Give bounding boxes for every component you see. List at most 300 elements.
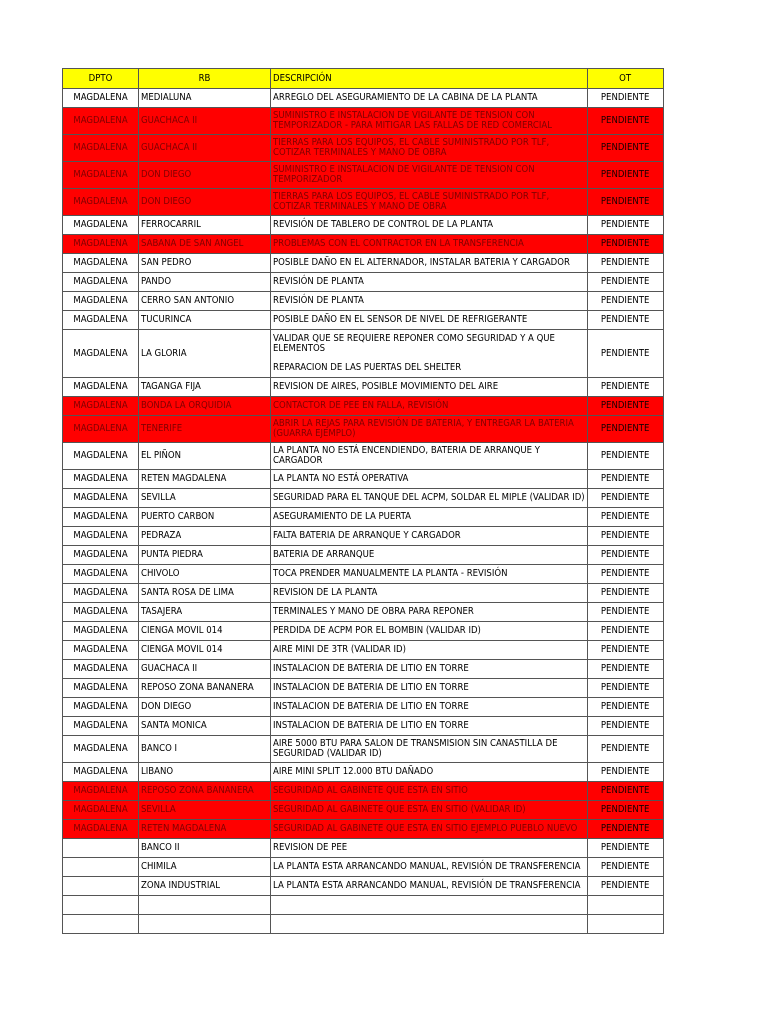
cell-rb-text: REPOSO ZONA BANANERA — [141, 785, 254, 796]
cell-dpto[interactable] — [63, 698, 139, 717]
cell-rb[interactable] — [139, 273, 271, 292]
cell-descripcion[interactable] — [271, 839, 588, 858]
cell-dpto[interactable] — [63, 89, 139, 108]
cell-ot[interactable] — [587, 660, 663, 679]
cell-rb[interactable] — [139, 546, 271, 565]
cell-ot-text: PENDIENTE — [600, 347, 650, 359]
cell-ot-text: PENDIENTE — [600, 823, 650, 834]
cell-rb-text: CHIVOLO — [141, 568, 180, 579]
cell-descripcion[interactable] — [271, 527, 588, 546]
cell-descripcion-text: LA PLANTA ESTA ARRANCANDO MANUAL, REVISIÓN DE TRANSFERENCIA — [273, 861, 581, 872]
cell-dpto[interactable] — [63, 839, 139, 858]
cell-dpto-text: MAGDALENA — [73, 663, 128, 674]
cell-dpto-text: MAGDALENA — [73, 219, 128, 230]
cell-descripcion-text: SEGURIDAD AL GABINETE QUE ESTA EN SITIO EJEMPLO PUEBLO NUEVO — [273, 823, 578, 834]
cell-descripcion-text: REVISIÓN DE TABLERO DE CONTROL DE LA PLANTA — [273, 219, 493, 230]
cell-descripcion[interactable] — [271, 508, 588, 527]
cell-descripcion-text: AIRE MINI SPLIT 12.000 BTU DAÑADO — [273, 766, 434, 777]
cell-descripcion-text: TIERRAS PARA LOS EQUIPOS, EL CABLE SUMINISTRADO POR TLF, COTIZAR TERMINALES Y MANO DE OBRA — [273, 137, 550, 158]
cell-dpto[interactable] — [63, 763, 139, 782]
cell-rb[interactable] — [139, 397, 271, 416]
cell-rb[interactable] — [139, 603, 271, 622]
cell-dpto[interactable] — [63, 489, 139, 508]
table-row — [63, 443, 664, 470]
cell-ot[interactable] — [587, 622, 663, 641]
cell-descripcion[interactable] — [271, 273, 588, 292]
cell-dpto[interactable] — [63, 660, 139, 679]
table-row — [63, 89, 664, 108]
cell-ot[interactable] — [587, 108, 663, 135]
header-rb[interactable]: RB — [139, 69, 271, 89]
cell-dpto[interactable] — [63, 782, 139, 801]
cell-descripcion[interactable] — [271, 235, 588, 254]
cell-ot-text: PENDIENTE — [600, 450, 650, 461]
cell-descripcion-text: INSTALACION DE BATERIA DE LITIO EN TORRE — [273, 720, 469, 731]
cell-dpto[interactable] — [63, 292, 139, 311]
cell-descripcion[interactable] — [271, 717, 588, 736]
cell-ot-text: PENDIENTE — [600, 606, 650, 617]
cell-dpto-text: MAGDALENA — [73, 381, 128, 392]
table-row — [63, 254, 664, 273]
cell-descripcion[interactable] — [271, 443, 588, 470]
cell-descripcion[interactable] — [271, 763, 588, 782]
cell-rb-text: DON DIEGO — [141, 196, 192, 207]
cell-descripcion[interactable] — [271, 622, 588, 641]
cell-dpto[interactable] — [63, 378, 139, 397]
cell-descripcion-text: POSIBLE DAÑO EN EL SENSOR DE NIVEL DE REFRIGERANTE — [273, 314, 528, 325]
cell-ot-text: PENDIENTE — [600, 295, 650, 306]
cell-ot-text: PENDIENTE — [600, 804, 650, 815]
cell-dpto[interactable] — [63, 717, 139, 736]
cell-rb-text: MEDIALUNA — [141, 92, 192, 103]
cell-dpto[interactable] — [63, 470, 139, 489]
cell-rb[interactable] — [139, 189, 271, 216]
cell-ot-text: PENDIENTE — [600, 238, 650, 249]
cell-rb-text: PUNTA PIEDRA — [141, 549, 203, 560]
cell-dpto-text: MAGDALENA — [73, 238, 128, 249]
cell-dpto-text: MAGDALENA — [73, 606, 128, 617]
cell-descripcion[interactable] — [271, 565, 588, 584]
cell-rb-text: PEDRAZA — [141, 530, 182, 541]
table-row — [63, 896, 664, 915]
cell-rb-text: GUACHACA II — [141, 142, 198, 153]
cell-ot-text: PENDIENTE — [600, 766, 650, 777]
cell-dpto[interactable] — [63, 311, 139, 330]
cell-descripcion-text: ABRIR LA REJAS PARA REVISIÓN DE BATERIA, Y ENTREGAR LA BATERIA (GUARRA EJEMPLO) — [273, 418, 574, 439]
cell-ot[interactable] — [587, 877, 663, 896]
cell-rb-text: PANDO — [141, 276, 172, 287]
cell-rb-text: CHIMILA — [141, 861, 177, 872]
cell-dpto[interactable] — [63, 416, 139, 443]
cell-dpto[interactable] — [63, 235, 139, 254]
cell-ot-text: PENDIENTE — [600, 276, 650, 287]
cell-ot-text: PENDIENTE — [600, 219, 650, 230]
cell-descripcion-text: REVISIÓN DE PLANTA — [273, 295, 364, 306]
cell-ot[interactable] — [587, 378, 663, 397]
cell-dpto[interactable] — [63, 565, 139, 584]
cell-rb-text: GUACHACA II — [141, 115, 198, 126]
cell-rb-text: SANTA MONICA — [141, 720, 207, 731]
cell-descripcion-text: FALTA BATERIA DE ARRANQUE Y CARGADOR — [273, 530, 461, 541]
table-row — [63, 698, 664, 717]
cell-rb[interactable] — [139, 292, 271, 311]
cell-descripcion-text: INSTALACION DE BATERIA DE LITIO EN TORRE — [273, 682, 469, 693]
cell-ot[interactable] — [587, 397, 663, 416]
cell-descripcion[interactable] — [271, 896, 588, 915]
cell-ot[interactable] — [587, 135, 663, 162]
cell-ot[interactable] — [587, 416, 663, 443]
cell-ot[interactable] — [587, 330, 663, 378]
cell-rb[interactable] — [139, 660, 271, 679]
table-row — [63, 470, 664, 489]
table-row — [63, 546, 664, 565]
cell-rb[interactable] — [139, 820, 271, 839]
cell-ot[interactable] — [587, 679, 663, 698]
cell-descripcion-text-2: REPARACION DE LAS PUERTAS DEL SHELTER — [273, 362, 462, 373]
cell-rb[interactable] — [139, 763, 271, 782]
cell-dpto-text: MAGDALENA — [73, 142, 128, 153]
cell-descripcion[interactable] — [271, 546, 588, 565]
cell-ot[interactable] — [587, 839, 663, 858]
cell-ot-text: PENDIENTE — [600, 720, 650, 731]
cell-rb[interactable] — [139, 679, 271, 698]
table-row — [63, 378, 664, 397]
cell-dpto[interactable] — [63, 108, 139, 135]
cell-descripcion-text: SEGURIDAD PARA EL TANQUE DEL ACPM, SOLDAR EL MIPLE (VALIDAR ID) — [273, 492, 585, 503]
cell-descripcion-text: REVISION DE AIRES, POSIBLE MOVIMIENTO DEL AIRE — [273, 381, 499, 392]
cell-rb-text: SANTA ROSA DE LIMA — [141, 587, 234, 598]
cell-rb[interactable] — [139, 330, 271, 378]
cell-descripcion[interactable] — [271, 736, 588, 763]
cell-descripcion-text: ASEGURAMIENTO DE LA PUERTA — [273, 511, 411, 522]
cell-descripcion[interactable] — [271, 603, 588, 622]
cell-ot[interactable] — [587, 915, 663, 934]
cell-rb[interactable] — [139, 565, 271, 584]
cell-descripcion-text: REVISION DE LA PLANTA — [273, 587, 378, 598]
cell-rb-text: RETEN MAGDALENA — [141, 823, 227, 834]
cell-ot[interactable] — [587, 254, 663, 273]
cell-ot[interactable] — [587, 292, 663, 311]
cell-descripcion[interactable] — [271, 378, 588, 397]
header-ot[interactable]: OT — [587, 69, 663, 89]
cell-ot[interactable] — [587, 443, 663, 470]
cell-ot[interactable] — [587, 603, 663, 622]
cell-descripcion[interactable] — [271, 254, 588, 273]
table-row — [63, 508, 664, 527]
cell-ot[interactable] — [587, 782, 663, 801]
cell-rb-text: ZONA INDUSTRIAL — [141, 880, 220, 891]
cell-rb[interactable] — [139, 470, 271, 489]
cell-descripcion[interactable] — [271, 89, 588, 108]
cell-descripcion-text: SUMINISTRO E INSTALACION DE VIGILANTE DE TENSION CON TEMPORIZADOR — [273, 164, 535, 185]
cell-dpto[interactable] — [63, 254, 139, 273]
table-row — [63, 489, 664, 508]
cell-ot-text: PENDIENTE — [600, 842, 650, 853]
table-row — [63, 135, 664, 162]
cell-descripcion-text: PROBLEMAS CON EL CONTRACTOR EN LA TRANSFERENCIA — [273, 238, 524, 249]
cell-descripcion-text: ARREGLO DEL ASEGURAMIENTO DE LA CABINA DE LA PLANTA — [273, 92, 538, 103]
cell-dpto-text: MAGDALENA — [73, 644, 128, 655]
cell-descripcion[interactable] — [271, 108, 588, 135]
cell-descripcion[interactable] — [271, 162, 588, 189]
cell-dpto-text: MAGDALENA — [73, 295, 128, 306]
cell-dpto[interactable] — [63, 216, 139, 235]
cell-rb[interactable] — [139, 877, 271, 896]
cell-rb[interactable] — [139, 162, 271, 189]
cell-descripcion[interactable] — [271, 801, 588, 820]
cell-descripcion-text: VALIDAR QUE SE REQUIERE REPONER COMO SEGURIDAD Y A QUE ELEMENTOS — [273, 333, 555, 354]
cell-rb-text: PUERTO CARBON — [141, 511, 215, 522]
cell-descripcion[interactable] — [271, 584, 588, 603]
cell-ot-text: PENDIENTE — [600, 663, 650, 674]
cell-descripcion[interactable] — [271, 698, 588, 717]
cell-rb[interactable] — [139, 641, 271, 660]
cell-rb-text: TASAJERA — [141, 606, 183, 617]
table-row — [63, 527, 664, 546]
cell-dpto-text: MAGDALENA — [73, 450, 128, 461]
cell-dpto[interactable] — [63, 858, 139, 877]
cell-rb[interactable] — [139, 443, 271, 470]
cell-ot[interactable] — [587, 584, 663, 603]
cell-dpto[interactable] — [63, 135, 139, 162]
table-row — [63, 311, 664, 330]
cell-rb[interactable] — [139, 698, 271, 717]
cell-rb-text: LA GLORIA — [141, 347, 187, 359]
cell-dpto-text: MAGDALENA — [73, 682, 128, 693]
cell-rb-text: CERRO SAN ANTONIO — [141, 295, 235, 306]
cell-descripcion-text: AIRE 5000 BTU PARA SALON DE TRANSMISION SIN CANASTILLA DE SEGURIDAD (VALIDAR ID) — [273, 738, 558, 759]
cell-dpto[interactable] — [63, 877, 139, 896]
cell-ot[interactable] — [587, 698, 663, 717]
cell-dpto[interactable] — [63, 273, 139, 292]
cell-ot[interactable] — [587, 273, 663, 292]
cell-dpto[interactable] — [63, 330, 139, 378]
cell-rb[interactable] — [139, 622, 271, 641]
cell-descripcion[interactable] — [271, 470, 588, 489]
cell-dpto-text: MAGDALENA — [73, 169, 128, 180]
cell-rb[interactable] — [139, 108, 271, 135]
cell-ot[interactable] — [587, 89, 663, 108]
cell-dpto-text: MAGDALENA — [73, 549, 128, 560]
cell-rb-text: TUCURINCA — [141, 314, 192, 325]
cell-dpto[interactable] — [63, 397, 139, 416]
cell-ot-text: PENDIENTE — [600, 644, 650, 655]
cell-descripcion[interactable] — [271, 311, 588, 330]
cell-descripcion-text: AIRE MINI DE 3TR (VALIDAR ID) — [273, 644, 406, 655]
cell-rb-text: CIENGA MOVIL 014 — [141, 625, 223, 636]
cell-dpto-text: MAGDALENA — [73, 785, 128, 796]
cell-descripcion[interactable] — [271, 416, 588, 443]
cell-descripcion[interactable] — [271, 877, 588, 896]
cell-descripcion[interactable] — [271, 489, 588, 508]
cell-ot[interactable] — [587, 235, 663, 254]
cell-dpto-text: MAGDALENA — [73, 423, 128, 434]
cell-descripcion[interactable] — [271, 915, 588, 934]
cell-dpto-text: MAGDALENA — [73, 823, 128, 834]
cell-rb-text: SEVILLA — [141, 804, 176, 815]
cell-ot[interactable] — [587, 763, 663, 782]
cell-descripcion-text: TIERRAS PARA LOS EQUIPOS, EL CABLE SUMINISTRADO POR TLF, COTIZAR TERMINALES Y MANO DE OBRA — [273, 191, 550, 212]
cell-rb-text: BONDA LA ORQUIDIA — [141, 400, 232, 411]
table-row — [63, 641, 664, 660]
cell-descripcion[interactable] — [271, 135, 588, 162]
cell-descripcion[interactable] — [271, 397, 588, 416]
cell-dpto[interactable] — [63, 915, 139, 934]
cell-rb[interactable] — [139, 736, 271, 763]
cell-rb-text: SABANA DE SAN ANGEL — [141, 238, 244, 249]
cell-rb[interactable] — [139, 782, 271, 801]
cell-dpto[interactable] — [63, 896, 139, 915]
cell-descripcion[interactable] — [271, 292, 588, 311]
cell-ot[interactable] — [587, 311, 663, 330]
cell-descripcion-text: LA PLANTA NO ESTÁ ENCENDIENDO, BATERIA DE ARRANQUE Y CARGADOR — [273, 445, 541, 466]
cell-ot[interactable] — [587, 162, 663, 189]
cell-rb[interactable] — [139, 254, 271, 273]
cell-dpto-text: MAGDALENA — [73, 530, 128, 541]
cell-ot[interactable] — [587, 527, 663, 546]
cell-rb[interactable] — [139, 135, 271, 162]
cell-ot[interactable] — [587, 508, 663, 527]
header-dpto[interactable]: DPTO — [63, 69, 139, 89]
cell-ot[interactable] — [587, 489, 663, 508]
cell-dpto[interactable] — [63, 162, 139, 189]
cell-dpto-text: MAGDALENA — [73, 115, 128, 126]
cell-ot[interactable] — [587, 546, 663, 565]
cell-rb[interactable] — [139, 508, 271, 527]
table-row — [63, 736, 664, 763]
cell-descripcion-text: TERMINALES Y MANO DE OBRA PARA REPONER — [273, 606, 474, 617]
cell-rb[interactable] — [139, 416, 271, 443]
cell-dpto[interactable] — [63, 820, 139, 839]
cell-rb-text: DON DIEGO — [141, 169, 192, 180]
cell-rb[interactable] — [139, 311, 271, 330]
cell-ot[interactable] — [587, 565, 663, 584]
cell-ot[interactable] — [587, 820, 663, 839]
cell-rb-text: LIBANO — [141, 766, 174, 777]
cell-ot[interactable] — [587, 641, 663, 660]
cell-dpto-text: MAGDALENA — [73, 473, 128, 484]
cell-descripcion[interactable] — [271, 641, 588, 660]
cell-ot-text: PENDIENTE — [600, 682, 650, 693]
cell-descripcion[interactable] — [271, 858, 588, 877]
cell-descripcion[interactable] — [271, 679, 588, 698]
cell-descripcion[interactable] — [271, 660, 588, 679]
cell-dpto[interactable] — [63, 508, 139, 527]
table-row — [63, 330, 664, 378]
cell-ot[interactable] — [587, 717, 663, 736]
cell-ot-text: PENDIENTE — [600, 785, 650, 796]
table-row — [63, 622, 664, 641]
cell-rb[interactable] — [139, 216, 271, 235]
cell-descripcion[interactable] — [271, 189, 588, 216]
cell-ot-text: PENDIENTE — [600, 549, 650, 560]
table-row — [63, 162, 664, 189]
table-row — [63, 763, 664, 782]
cell-ot[interactable] — [587, 216, 663, 235]
cell-rb-text: SEVILLA — [141, 492, 176, 503]
table-row — [63, 801, 664, 820]
cell-dpto[interactable] — [63, 443, 139, 470]
table-row — [63, 273, 664, 292]
cell-rb-text: REPOSO ZONA BANANERA — [141, 682, 254, 693]
cell-ot-text: PENDIENTE — [600, 381, 650, 392]
cell-descripcion[interactable] — [271, 820, 588, 839]
cell-dpto-text: MAGDALENA — [73, 511, 128, 522]
cell-dpto[interactable] — [63, 546, 139, 565]
cell-descripcion[interactable] — [271, 782, 588, 801]
cell-rb[interactable] — [139, 801, 271, 820]
cell-descripcion-text: INSTALACION DE BATERIA DE LITIO EN TORRE — [273, 701, 469, 712]
cell-descripcion-text: BATERIA DE ARRANQUE — [273, 549, 375, 560]
cell-dpto-text: MAGDALENA — [73, 625, 128, 636]
cell-dpto[interactable] — [63, 622, 139, 641]
cell-rb[interactable] — [139, 378, 271, 397]
cell-rb[interactable] — [139, 858, 271, 877]
cell-ot[interactable] — [587, 801, 663, 820]
cell-descripcion[interactable] — [271, 330, 588, 378]
cell-dpto[interactable] — [63, 584, 139, 603]
cell-dpto[interactable] — [63, 189, 139, 216]
cell-ot-text: PENDIENTE — [600, 400, 650, 411]
cell-ot-text: PENDIENTE — [600, 701, 650, 712]
cell-dpto-text: MAGDALENA — [73, 766, 128, 777]
cell-ot[interactable] — [587, 858, 663, 877]
cell-rb[interactable] — [139, 235, 271, 254]
cell-ot-text: PENDIENTE — [600, 511, 650, 522]
cell-rb[interactable] — [139, 839, 271, 858]
cell-dpto[interactable] — [63, 801, 139, 820]
header-descripcion[interactable]: DESCRIPCIÓN — [271, 69, 588, 89]
cell-dpto[interactable] — [63, 603, 139, 622]
table-row — [63, 858, 664, 877]
cell-ot-text: PENDIENTE — [600, 625, 650, 636]
cell-dpto[interactable] — [63, 527, 139, 546]
cell-descripcion-text: PERDIDA DE ACPM POR EL BOMBIN (VALIDAR ID) — [273, 625, 481, 636]
cell-ot[interactable] — [587, 896, 663, 915]
cell-ot[interactable] — [587, 470, 663, 489]
cell-ot-text: PENDIENTE — [600, 530, 650, 541]
cell-descripcion[interactable] — [271, 216, 588, 235]
cell-rb[interactable] — [139, 915, 271, 934]
cell-rb[interactable] — [139, 896, 271, 915]
cell-rb[interactable] — [139, 489, 271, 508]
cell-rb-text: FERROCARRIL — [141, 219, 201, 230]
cell-descripcion-text: POSIBLE DAÑO EN EL ALTERNADOR, INSTALAR BATERIA Y CARGADOR — [273, 257, 570, 268]
cell-ot-text: PENDIENTE — [600, 861, 650, 872]
cell-rb[interactable] — [139, 584, 271, 603]
cell-dpto-text: MAGDALENA — [73, 92, 128, 103]
cell-rb[interactable] — [139, 527, 271, 546]
cell-dpto[interactable] — [63, 679, 139, 698]
cell-dpto[interactable] — [63, 641, 139, 660]
cell-rb[interactable] — [139, 717, 271, 736]
table-row — [63, 915, 664, 934]
cell-rb-text: TAGANGA FIJA — [141, 381, 201, 392]
cell-ot[interactable] — [587, 189, 663, 216]
cell-dpto-text: MAGDALENA — [73, 314, 128, 325]
cell-dpto-text: MAGDALENA — [73, 196, 128, 207]
cell-dpto-text: MAGDALENA — [73, 701, 128, 712]
cell-rb[interactable] — [139, 89, 271, 108]
cell-dpto-text: MAGDALENA — [73, 587, 128, 598]
cell-ot-text: PENDIENTE — [600, 880, 650, 891]
cell-dpto[interactable] — [63, 736, 139, 763]
cell-descripcion-text: LA PLANTA ESTA ARRANCANDO MANUAL, REVISIÓN DE TRANSFERENCIA — [273, 880, 581, 891]
cell-ot[interactable] — [587, 736, 663, 763]
cell-dpto-text: MAGDALENA — [73, 347, 128, 359]
table-row — [63, 660, 664, 679]
cell-rb-text: GUACHACA II — [141, 663, 198, 674]
